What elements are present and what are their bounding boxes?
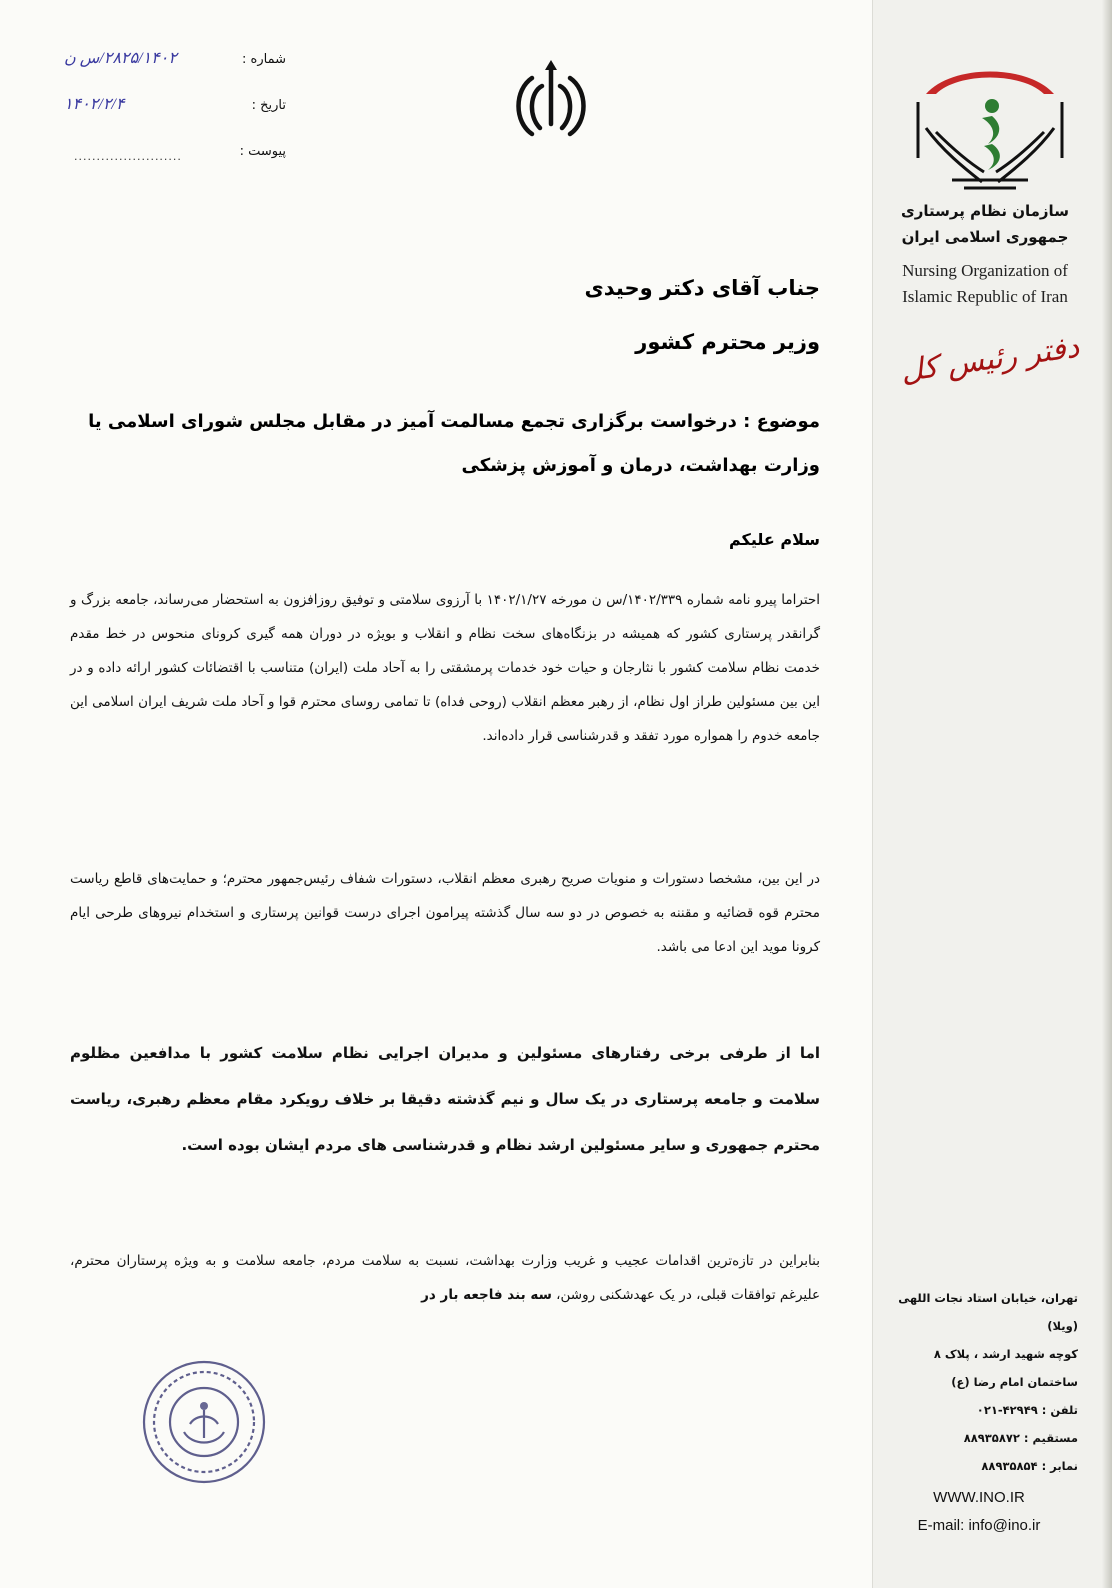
letter-number-value: ۲۸۲۵/۱۴۰۲/س ن <box>64 50 177 67</box>
letter-paragraph-4 <box>70 1244 820 1312</box>
letter-number-label: شماره : <box>242 52 286 67</box>
organization-name-fa-line1: سازمان نظام پرستاری <box>901 202 1069 220</box>
direct-number: مستقیم : ۸۸۹۳۵۸۷۲ <box>963 1431 1078 1445</box>
page-edge <box>1102 0 1112 1588</box>
contact-web <box>880 1484 1078 1540</box>
letter-paragraph-3: اما از طرفی برخی رفتارهای مسئولین و مدیران اجرایی نظام سلامت کشور با مدافعین مظلوم سلامت و جامعه پرستاری در یک سال و نیم گذشته دقیقا بر خلاف رویکرد مقام معظم رهبری، ریاست محترم جمهوری و سایر مسئولین ارشد نظام و قدرشناسی های مردم ایشان بوده است. <box>70 1044 820 1154</box>
fax-number: نمابر : ۸۸۹۳۵۸۵۴ <box>981 1459 1078 1473</box>
letter-attachment-value: ........................ <box>74 150 182 163</box>
organization-name-en <box>880 258 1090 310</box>
address-line-3: ساختمان امام رضا (ع) <box>951 1375 1078 1389</box>
address-line-1: تهران، خیابان استاد نجات اللهی (ویلا) <box>898 1291 1078 1333</box>
letter-date-row <box>64 90 286 136</box>
organization-name-fa <box>880 198 1090 250</box>
letter-meta <box>64 44 286 182</box>
nursing-organization-logo-icon <box>912 58 1068 198</box>
letter-subject: موضوع : درخواست برگزاری تجمع مسالمت آمیز در مقابل مجلس شورای اسلامی یا وزارت بهداشت، درمان و آموزش پزشکی <box>88 411 820 476</box>
letter-paragraph-1: احتراما پیرو نامه شماره ۱۴۰۲/۳۳۹/س ن مورخه ۱۴۰۲/۱/۲۷ با آرزوی سلامتی و توفیق روزافزون به استحضار می‌رساند، جامعه بزرگ و گرانقدر پرستاری کشور که همیشه در بزنگاه‌های سخت نظام و انقلاب و بویژه در دوران همه گیری کرونای منحوس در خط مقدم خدمت نظام سلامت کشور با نثارجان و حیات خود خدمات پرمشقتی را به آحاد ملت (ایران) متناسب با اقتضائات کشور ارائه داده و در این بین مسئولین طراز اول نظام، از رهبر معظم انقلاب (روحی فداه) تا تمامی روسای محترم قوا و آحاد ملت شریف ایران اسلامی این جامعه خدوم را همواره مورد تفقد و قدرشناسی قرار داده‌اند. <box>70 592 820 744</box>
official-stamp-icon <box>140 1358 268 1486</box>
letter-paragraph-2: در این بین، مشخصا دستورات و منویات صریح رهبری معظم انقلاب، دستورات شفاف رئیس‌جمهور محترم؛ و حمایت‌های قاطع ریاست محترم قوه قضائیه و مقننه به خصوص در دو سه سال گذشته پیرامون اجرای درست قوانین پرستاری و استخدام نیروهای طرحی ایام کرونا موید این ادعا می باشد. <box>70 871 820 955</box>
letter-attachment-row <box>64 136 286 182</box>
iran-emblem-icon <box>508 58 594 142</box>
letter-paragraph-4-text: بنابراین در تازه‌ترین اقدامات عجیب و غریب وزارت بهداشت، نسبت به سلامت مردم، جامعه سلامت و به ویژه پرستاران محترم، علیرغم توافقات قبلی، در یک عهدشکنی روشن، <box>70 1253 820 1303</box>
email-link[interactable]: E-mail: info@ino.ir <box>917 1517 1041 1534</box>
addressee-title: وزیر محترم کشور <box>635 330 820 354</box>
address-line-2: کوچه شهید ارشد ، پلاک ۸ <box>933 1347 1078 1361</box>
organization-name-en-line1: Nursing Organization of <box>902 261 1068 280</box>
addressee-name: جناب آقای دکتر وحیدی <box>584 276 820 300</box>
website-link[interactable]: WWW.INO.IR <box>933 1489 1025 1506</box>
phone-number: تلفن : ۴۲۹۴۹-۰۲۱ <box>976 1403 1078 1417</box>
letter-date-label: تاریخ : <box>251 98 286 113</box>
organization-name-en-line2: Islamic Republic of Iran <box>902 287 1068 306</box>
letter-attachment-label: پیوست : <box>239 144 286 159</box>
letter-date-value: ۱۴۰۲/۲/۴ <box>64 96 125 113</box>
letter-paragraph-4-bold: سه بند فاجعه بار در <box>421 1287 552 1303</box>
organization-name-fa-line2: جمهوری اسلامی ایران <box>901 228 1069 246</box>
letter-greeting: سلام علیکم <box>728 530 820 549</box>
letter-number-row <box>64 44 286 90</box>
contact-info <box>880 1284 1078 1480</box>
office-of-president-label: دفتر رئیس کل <box>898 329 1082 390</box>
